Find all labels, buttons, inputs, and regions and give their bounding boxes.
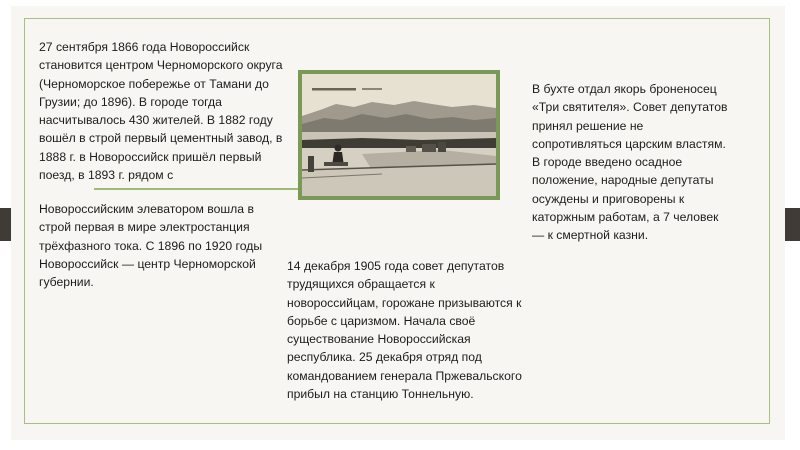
postcard-illustration: [302, 74, 496, 196]
paragraph-right: В бухте отдал якорь броненосец «Три святителя». Совет депутатов принял решение не сопротивляться царским властям. В городе введено осадное положение, народные депутаты осуждены и приговорены к каторжным работам, а 7 человек — к смертной казни.: [532, 82, 728, 243]
paragraph-bottom-center: 14 декабря 1905 года совет депутатов трудящихся обращается к новороссийцам, горожане призываются к борьбе с царизмом. Начала своё существование Новороссийская республика. 25 декабря отряд под командованием генерала Пржевальского прибыл на станцию Тоннельную.: [287, 259, 522, 402]
paragraph-mid-left: Новороссийским элеватором вошла в строй первая в мире электростанция трёхфазного тока. С 1896 по 1920 годы Новороссийск — центр Черноморской губернии.: [39, 202, 263, 290]
paragraph-top-left: 27 сентября 1866 года Новороссийск становится центром Черноморского округа (Черноморское побережье от Тамани до Грузии; до 1896). В городе тогда насчитывалось 430 жителей. В 1882 году вошёл в строй первый цементный завод, в 1888 г. в Новороссийск пришёл первый поезд, в 1893 г. рядом с: [39, 40, 283, 183]
connector-line: [94, 188, 306, 190]
historic-photo: [298, 70, 500, 200]
